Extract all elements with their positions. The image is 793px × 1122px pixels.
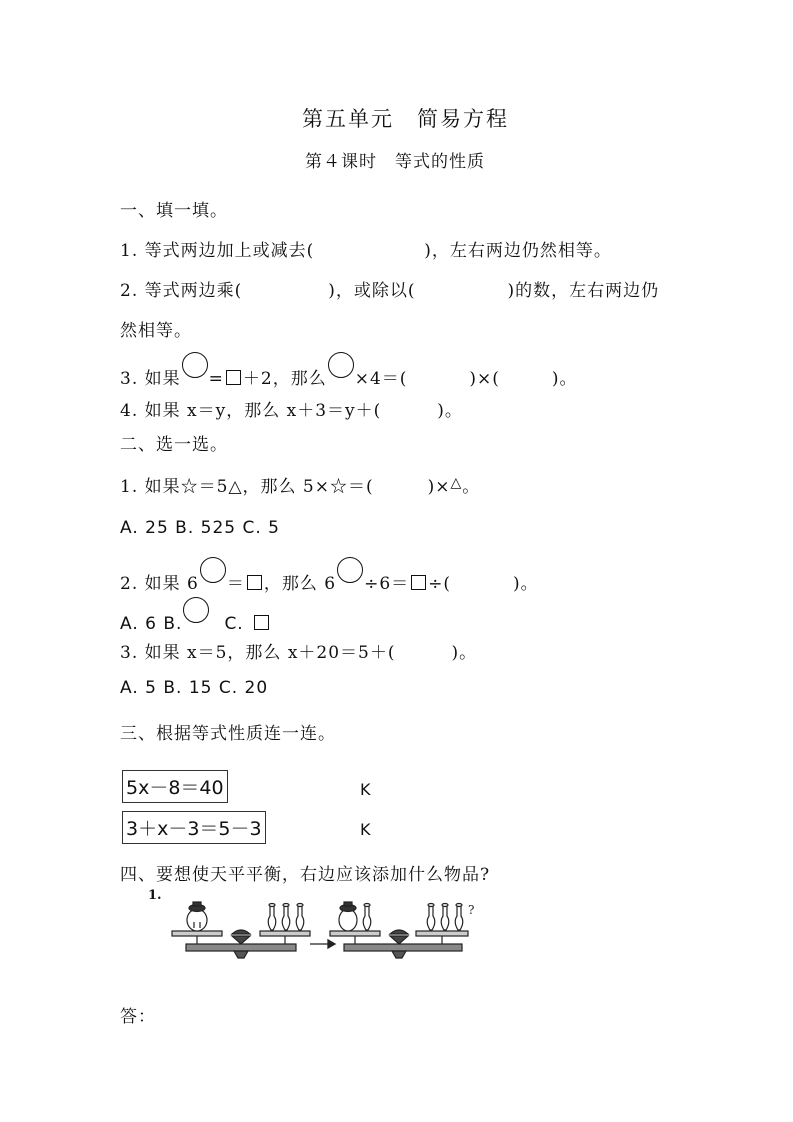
- section-1-heading: 一、填一填。: [120, 201, 228, 221]
- s1-q2-text-b: )，或除以(: [328, 281, 416, 301]
- equation-box-1[interactable]: 5x－8＝40: [122, 770, 228, 803]
- s2-q1-text-a: 1. 如果☆＝5△，那么 5×☆＝(: [120, 477, 374, 497]
- circle-icon: [183, 597, 209, 623]
- section-4-heading: 四、要想使天平平衡，右边应该添加什么物品?: [120, 865, 491, 885]
- s2-q3-options: A. 5 B. 15 C. 20: [120, 678, 269, 698]
- s1-q1-text-b: )，左右两边仍然相等。: [424, 241, 612, 261]
- s2-q2-option-a: A. 6 B.: [120, 614, 183, 634]
- balance-scales-figure: [168, 892, 508, 972]
- s1-q2-text-c: )的数，左右两边仍: [507, 281, 660, 301]
- s1-q3-text-f: )。: [551, 369, 578, 389]
- circle-icon: [182, 352, 208, 378]
- s2-question-2: [120, 557, 539, 594]
- s1-question-2-cont: 然相等。: [120, 321, 192, 341]
- s1-q2-text-a: 2. 等式两边乘(: [120, 281, 243, 301]
- s1-q3-text-d: ×4＝(: [354, 369, 408, 389]
- square-icon: [247, 575, 262, 590]
- s2-q2-text-d: ÷6＝: [364, 574, 410, 594]
- s2-q2-option-c: C.: [224, 614, 244, 634]
- s2-q3-text-b: )。: [451, 643, 478, 663]
- square-icon: [411, 575, 426, 590]
- s2-q2-text-c: ，那么 6: [263, 574, 337, 594]
- section-2-heading: 二、选一选。: [120, 435, 228, 455]
- triangle-icon: △: [450, 475, 463, 491]
- s2-question-1: [120, 472, 480, 497]
- circle-icon: [200, 557, 226, 583]
- arrow-right-icon: [310, 940, 335, 948]
- figure-label: 1.: [148, 888, 162, 903]
- s1-q1-text-a: 1. 等式两边加上或减去(: [120, 241, 315, 261]
- circle-icon: [337, 557, 363, 583]
- s2-q2-text-a: 2. 如果 6: [120, 574, 199, 594]
- s1-q3-text-c: ＋2，那么: [242, 369, 327, 389]
- s2-q2-text-b: ＝: [226, 574, 245, 594]
- s1-q3-text-a: 3. 如果: [120, 369, 181, 389]
- match-target-2[interactable]: K: [360, 820, 371, 839]
- s2-q1-options: A. 25 B. 525 C. 5: [120, 518, 280, 538]
- s2-q2-text-f: )。: [513, 574, 539, 594]
- s2-q1-text-b: )×: [427, 477, 451, 497]
- answer-label: 答：: [120, 1007, 156, 1027]
- s2-q2-options: [120, 597, 271, 634]
- s2-q2-text-e: ÷(: [428, 574, 452, 594]
- equation-box-2[interactable]: 3＋x－3＝5－3: [122, 811, 266, 844]
- s1-question-1: [120, 236, 612, 261]
- circle-icon: [328, 352, 354, 378]
- balance-scale-right: [330, 902, 468, 958]
- square-icon: [254, 615, 269, 630]
- s1-question-2: [120, 276, 659, 301]
- page-subtitle: 第４课时 等式的性质: [305, 152, 485, 172]
- s1-question-4: [120, 396, 463, 421]
- section-3-heading: 三、根据等式性质连一连。: [120, 724, 336, 744]
- s1-q3-text-e: )×(: [469, 369, 500, 389]
- match-target-1[interactable]: K: [360, 780, 371, 799]
- s1-q4-text-b: )。: [437, 401, 463, 421]
- s2-q1-text-c: 。: [462, 477, 481, 497]
- s1-q4-text-a: 4. 如果 x＝y，那么 x＋3＝y＋(: [120, 401, 382, 421]
- balance-scale-left: [172, 902, 310, 958]
- s1-q3-text-b: =: [208, 369, 224, 389]
- page-title: 第五单元 简易方程: [302, 107, 509, 131]
- square-icon: [226, 370, 241, 385]
- s2-question-3: [120, 638, 477, 663]
- s1-question-3: [120, 352, 578, 389]
- s2-q3-text-a: 3. 如果 x＝5，那么 x＋20＝5＋(: [120, 643, 396, 663]
- question-mark-label: ?: [468, 903, 475, 917]
